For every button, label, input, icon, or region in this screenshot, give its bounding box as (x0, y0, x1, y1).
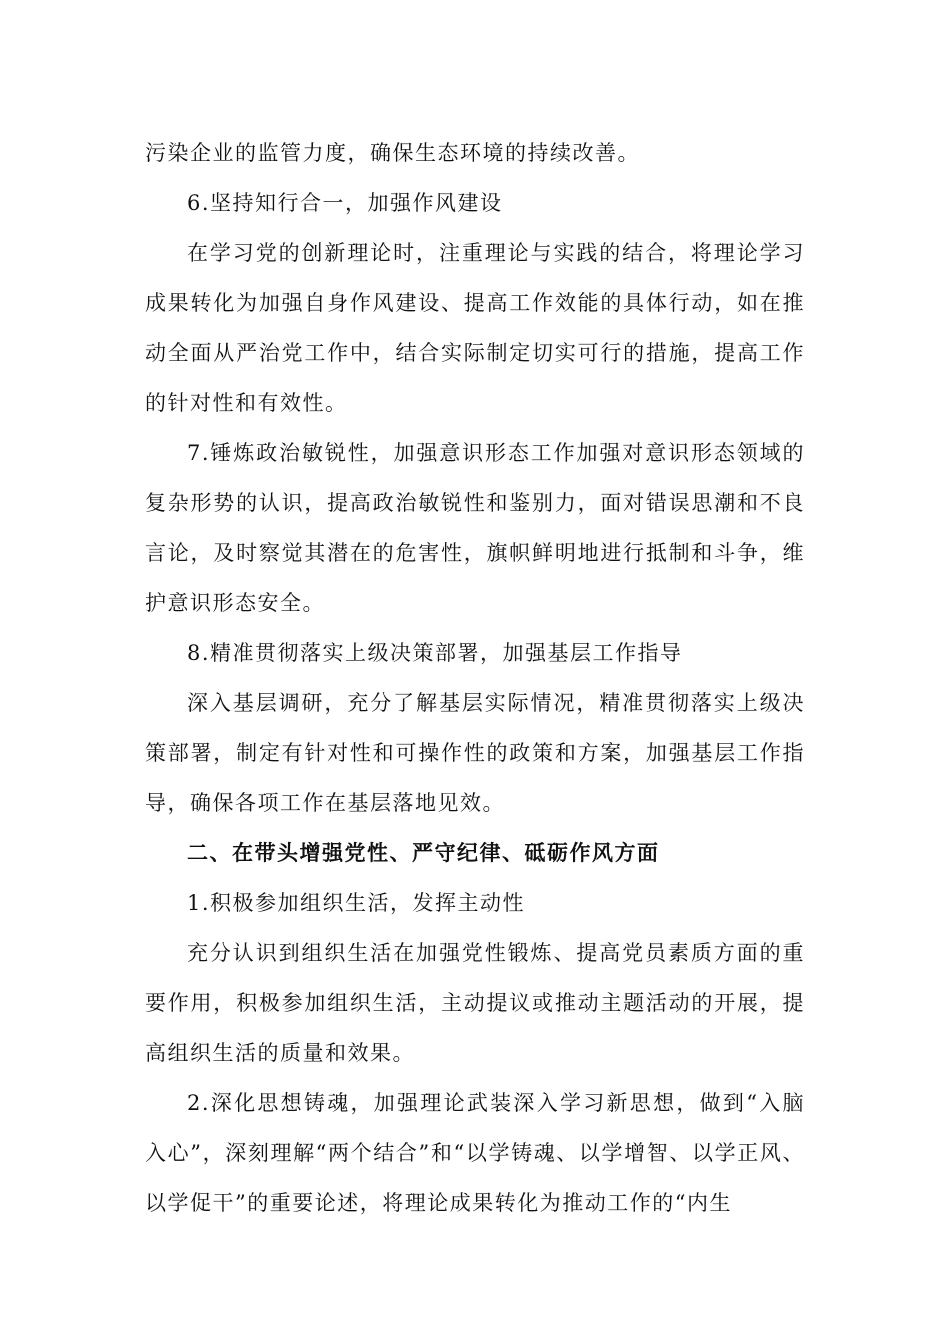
subheading-6: 6.坚持知行合一，加强作风建设 (187, 191, 503, 215)
paragraph-2: 2.深化思想铸魂，加强理论武装深入学习新思想，做到“入脑入心”，深刻理解“两个结合”和“以学铸魂、以学增智、以学正风、以学促干”的重要论述，将理论成果转化为推动工作的“内生 (145, 1091, 805, 1215)
paragraph-7: 7.锤炼政治敏锐性，加强意识形态工作加强对意识形态领域的复杂形势的认识，提高政治敏锐性和鉴别力，面对错误思潮和不良言论，及时察觉其潜在的危害性，旗帜鲜明地进行抵制和斗争，维护意识形态安全。 (145, 441, 805, 615)
subheading-1: 1.积极参加组织生活，发挥主动性 (187, 891, 526, 915)
paragraph-8-body: 深入基层调研，充分了解基层实际情况，精准贯彻落实上级决策部署，制定有针对性和可操作性的政策和方案，加强基层工作指导，确保各项工作在基层落地见效。 (145, 691, 805, 815)
paragraph-1-body: 充分认识到组织生活在加强党性锻炼、提高党员素质方面的重要作用，积极参加组织生活，主动提议或推动主题活动的开展，提高组织生活的质量和效果。 (145, 941, 805, 1065)
subheading-8: 8.精准贯彻落实上级决策部署，加强基层工作指导 (187, 641, 683, 665)
document-body (145, 128, 805, 1228)
section-heading-2: 二、在带头增强党性、严守纪律、砥砺作风方面 (187, 840, 660, 865)
paragraph-continuation: 污染企业的监管力度，确保生态环境的持续改善。 (145, 141, 640, 165)
paragraph-6-body: 在学习党的创新理论时，注重理论与实践的结合，将理论学习成果转化为加强自身作风建设、提高工作效能的具体行动，如在推动全面从严治党工作中，结合实际制定切实可行的措施，提高工作的针对性和有效性。 (145, 241, 805, 415)
